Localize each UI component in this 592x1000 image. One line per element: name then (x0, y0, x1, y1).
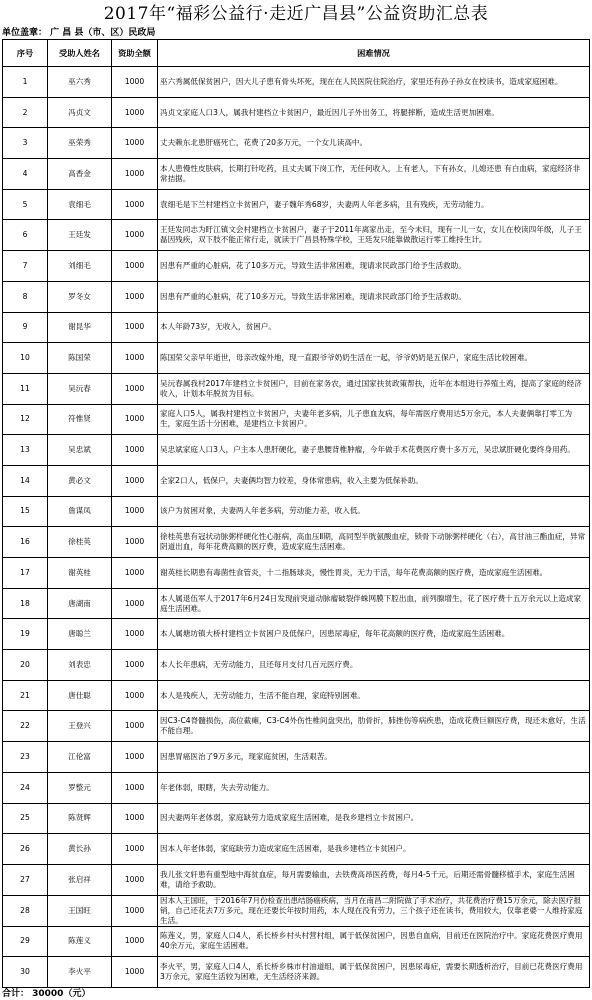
recipient-name: 巫荣秀 (48, 128, 112, 159)
recipient-name: 陈贤辉 (48, 803, 112, 834)
aid-amount: 1000 (112, 527, 158, 558)
aid-amount: 1000 (112, 558, 158, 589)
recipient-name: 唐聪兰 (48, 619, 112, 650)
recipient-name: 张启祥 (48, 864, 112, 895)
header-amount: 资助全额 (112, 40, 158, 67)
table-row (3, 680, 590, 711)
table-row (3, 220, 590, 251)
aid-amount: 1000 (112, 435, 158, 466)
hardship-description: 家庭人口5人，属我村建档立卡贫困户，夫妻年老多病，儿子患血友病，每年需医疗费用达5万余元，本人夫妻俩靠打零工为生，家庭生活十分困难，是建档立卡贫困户。 (158, 404, 590, 435)
recipient-name: 高香金 (48, 159, 112, 190)
hardship-description: 冯贞文家庭人口3人，属我村建档立卡贫困户，最近因儿子外出务工，将腿摔断，造成生活更加困难。 (158, 97, 590, 128)
hardship-description: 吴忠斌家庭人口3人，户主本人患肝硬化，妻子患腰背椎肿瘤，今年做手术花费医疗费十多万元，吴忠斌肝硬化要终身用药。 (158, 435, 590, 466)
table-row (3, 465, 590, 496)
table-row (3, 742, 590, 773)
table-row (3, 97, 590, 128)
recipient-name: 唐湖南 (48, 588, 112, 619)
table-row (3, 711, 590, 742)
row-number: 13 (3, 435, 48, 466)
hardship-description: 年老体弱，眼瞎，失去劳动能力。 (158, 772, 590, 803)
aid-amount: 1000 (112, 588, 158, 619)
recipient-name: 袁细毛 (48, 189, 112, 220)
row-number: 22 (3, 711, 48, 742)
aid-amount: 1000 (112, 895, 158, 926)
row-number: 26 (3, 834, 48, 865)
table-row (3, 128, 590, 159)
recipient-name: 李火平 (48, 957, 112, 988)
aid-amount: 1000 (112, 742, 158, 773)
hardship-description: 我儿张文轩患有重型地中海贫血症，每月需要输血，去铁费高昂医药费，每月4-5千元，后期还需骨髓移植手术，家庭生活困难，请给予救助。 (158, 864, 590, 895)
row-number: 5 (3, 189, 48, 220)
hardship-description: 吴沅春属我村2017年建档立卡贫困户，目前在家务农，通过国家扶贫政策帮扶，近年在本组进行养殖土鸡，提高了家庭的经济收入，计划本年脱贫为目标。 (158, 373, 590, 404)
table-row (3, 619, 590, 650)
recipient-name: 陈国荣 (48, 343, 112, 374)
row-number: 18 (3, 588, 48, 619)
row-number: 24 (3, 772, 48, 803)
row-number: 28 (3, 895, 48, 926)
table-row (3, 189, 590, 220)
row-number: 19 (3, 619, 48, 650)
recipient-name: 唐仕聪 (48, 680, 112, 711)
aid-amount: 1000 (112, 465, 158, 496)
header-no: 序号 (3, 40, 48, 67)
hardship-description: 因患胃癌医治了9万多元，现家庭贫困，生活艰苦。 (158, 742, 590, 773)
hardship-description: 因C3-C4脊髓损伤，高位截瘫，C3-C4外伤性椎间盘突出，肋骨折，肺挫伤等病疾患，造成花费巨额医疗费，现还未愈好，生活不能自理。 (158, 711, 590, 742)
hardship-description: 袁细毛是下兰村建档立卡贫困户，妻子魏年秀68岁，夫妻两人年老多病，且有残疾，无劳动能力。 (158, 189, 590, 220)
table-row (3, 834, 590, 865)
aid-amount: 1000 (112, 619, 158, 650)
row-number: 9 (3, 312, 48, 343)
table-row (3, 588, 590, 619)
aid-amount: 1000 (112, 128, 158, 159)
hardship-description: 本人属退伍军人于2017年6月24日发现前突道动脉瘤破裂伴蛛网膜下腔出血，前列腺增生，花了医疗费十五万余元以上造成家庭生活困难。 (158, 588, 590, 619)
recipient-name: 黄必文 (48, 465, 112, 496)
row-number: 27 (3, 864, 48, 895)
hardship-description: 本人属塘坊镇大桥村建档立卡贫困户及低保户，因患尿毒症，每年花高额的医疗费，造成家庭生活困难。 (158, 619, 590, 650)
aid-amount: 1000 (112, 834, 158, 865)
table-row (3, 803, 590, 834)
hardship-description: 因夫妻两年老体弱，家庭缺劳力造成家庭生活困难，是我乡建档立卡贫困户。 (158, 803, 590, 834)
row-number: 23 (3, 742, 48, 773)
recipient-name: 江伦富 (48, 742, 112, 773)
recipient-name: 王登兴 (48, 711, 112, 742)
aid-amount: 1000 (112, 926, 158, 957)
table-row (3, 772, 590, 803)
table-row (3, 281, 590, 312)
table-row (3, 527, 590, 558)
recipient-name: 罗整元 (48, 772, 112, 803)
recipient-name: 符惟贤 (48, 404, 112, 435)
aid-amount: 1000 (112, 650, 158, 681)
row-number: 25 (3, 803, 48, 834)
aid-amount: 1000 (112, 159, 158, 190)
recipient-name: 陈莲义 (48, 926, 112, 957)
aid-amount: 1000 (112, 251, 158, 282)
aid-amount: 1000 (112, 343, 158, 374)
table-header-row (3, 40, 590, 67)
hardship-description: 巫六秀属低保贫困户，因大儿子患有骨头坏死，现在在人民医院住院治疗，家里还有孙子孙女在校读书，造成家庭困难。 (158, 67, 590, 98)
recipient-name: 吴沅春 (48, 373, 112, 404)
recipient-name: 黄长孙 (48, 834, 112, 865)
recipient-name: 徐桂英 (48, 527, 112, 558)
table-row (3, 864, 590, 895)
hardship-description: 丈夫赖东北患肝癌死亡，花费了20多万元，一个女儿读高中。 (158, 128, 590, 159)
aid-amount: 1000 (112, 680, 158, 711)
row-number: 30 (3, 957, 48, 988)
row-number: 3 (3, 128, 48, 159)
table-row (3, 159, 590, 190)
aid-amount: 1000 (112, 220, 158, 251)
table-row (3, 312, 590, 343)
row-number: 20 (3, 650, 48, 681)
table-row (3, 373, 590, 404)
table-row (3, 251, 590, 282)
row-number: 6 (3, 220, 48, 251)
recipient-name: 吴忠斌 (48, 435, 112, 466)
table-body (3, 67, 590, 988)
recipient-name: 谢昆华 (48, 312, 112, 343)
hardship-description: 因本人年老体弱，家庭缺劳力造成家庭生活困难，是我乡建档立卡贫困户。 (158, 834, 590, 865)
header-hardship: 困难情况 (158, 40, 590, 67)
table-row (3, 496, 590, 527)
recipient-name: 王廷发 (48, 220, 112, 251)
row-number: 10 (3, 343, 48, 374)
hardship-description: 谢英桂长期患有毒菌性食管炎，十二指肠球炎，慢性胃炎，无力干活，每年花费高额的医疗费，造成家庭生活困难。 (158, 558, 590, 589)
table-row (3, 558, 590, 589)
aid-amount: 1000 (112, 373, 158, 404)
hardship-description: 本人患慢性皮肤病，长期打针吃药，且丈夫属下岗工作，无任何收入，上有老人，下有孙女，儿媳还患 有白血病，家庭经济非常拮据。 (158, 159, 590, 190)
aid-amount: 1000 (112, 189, 158, 220)
aid-amount: 1000 (112, 803, 158, 834)
hardship-description: 因患有严重的心脏病，花了10多万元，导致生活非常困难，现请求民政部门给予生活救助。 (158, 281, 590, 312)
hardship-description: 该户为贫困对象，夫妻两人年老多病，劳动能力差，收入低。 (158, 496, 590, 527)
row-number: 8 (3, 281, 48, 312)
hardship-description: 因本人王国旺，于2016年7月份检查出患结肠癌疾病，当月在南昌二附院做了手术治疗，共花费治疗费15万余元，除去医疗报销，自己还花去7万多元，现在还要长年按时用药，本人现在没有劳力，三个孩子还在读书，费用较大，仅靠老婆一人维持家庭生活。 (158, 895, 590, 926)
recipient-name: 王国旺 (48, 895, 112, 926)
hardship-description: 徐桂英患有冠状动脉粥样硬化性心脏病，高血压Ⅱ期，高同型半胱氨酸血症，锁骨下动脉粥样硬化（右），高甘油三酯血症，异常阴道出血，每年花费高额的医疗费，造成家庭生活困难。 (158, 527, 590, 558)
row-number: 12 (3, 404, 48, 435)
row-number: 29 (3, 926, 48, 957)
row-number: 16 (3, 527, 48, 558)
aid-amount: 1000 (112, 312, 158, 343)
aid-amount: 1000 (112, 772, 158, 803)
table-row (3, 343, 590, 374)
table-row (3, 67, 590, 98)
hardship-description: 本人长年患病，无劳动能力，且还每月支付几百元医疗费。 (158, 650, 590, 681)
recipient-name: 巫六秀 (48, 67, 112, 98)
table-row (3, 957, 590, 988)
row-number: 21 (3, 680, 48, 711)
aid-amount: 1000 (112, 281, 158, 312)
row-number: 14 (3, 465, 48, 496)
hardship-description: 陈国荣父亲早年逝世，母亲改嫁外地，现一直跟爷爷奶奶生活在一起，爷爷奶奶是五保户，家庭生活比较困难。 (158, 343, 590, 374)
row-number: 4 (3, 159, 48, 190)
page-title: 2017年“福彩公益行·走近广昌县”公益资助汇总表 (103, 4, 489, 24)
row-number: 1 (3, 67, 48, 98)
recipient-name: 刘表忠 (48, 650, 112, 681)
recipient-name: 冯贞文 (48, 97, 112, 128)
aid-amount: 1000 (112, 957, 158, 988)
table-row (3, 895, 590, 926)
aid-amount: 1000 (112, 864, 158, 895)
aid-amount: 1000 (112, 404, 158, 435)
hardship-description: 陈莲义，男，家庭人口4人，系长桥乡村头村营村组，属于低保贫困户，因患自血病，目前还在医院治疗中。家庭花费医疗费用40余万元，家庭生活困难。 (158, 926, 590, 957)
hardship-description: 本人年龄73岁，无收入，贫困户。 (158, 312, 590, 343)
recipient-name: 刘细毛 (48, 251, 112, 282)
hardship-description: 因患有严重的心脏病，花了10多万元，导致生活非常困难，现请求民政部门给予生活救助。 (158, 251, 590, 282)
table-row (3, 435, 590, 466)
table-row (3, 404, 590, 435)
row-number: 17 (3, 558, 48, 589)
aid-amount: 1000 (112, 67, 158, 98)
table-row (3, 650, 590, 681)
total-amount: 合计： 30000（元） (2, 989, 91, 999)
unit-stamp-line: 单位盖章： 广 昌 县（市、区）民政局 (2, 28, 156, 38)
aid-amount: 1000 (112, 711, 158, 742)
recipient-name: 詹谋凤 (48, 496, 112, 527)
hardship-description: 全家2口人，低保户，夫妻俩均智力较差，身体常患病，收入主要为低保补助。 (158, 465, 590, 496)
table-row (3, 926, 590, 957)
hardship-description: 王廷发同志为盱江镇文会村建档立卡贫困户，妻子于2011年离家出走，至今未归，现有一儿一女，女儿在校读四年级，儿子王磊因残疾，双下肢不能正常行走，就读于广昌县特殊学校，王廷发只能靠做散运行零工维持生计。 (158, 220, 590, 251)
row-number: 2 (3, 97, 48, 128)
aid-amount: 1000 (112, 496, 158, 527)
row-number: 7 (3, 251, 48, 282)
aid-summary-table (2, 39, 590, 988)
header-name: 受助人姓名 (48, 40, 112, 67)
recipient-name: 谢英桂 (48, 558, 112, 589)
recipient-name: 罗冬女 (48, 281, 112, 312)
row-number: 11 (3, 373, 48, 404)
row-number: 15 (3, 496, 48, 527)
hardship-description: 李火平，男，家庭人口4人，系长桥乡株市村油道组，属于低保贫困户，因患尿毒症，需要长期透析治疗，目前已花费医疗费用3万余元，家庭生活较为困难，无生活经济来源。 (158, 957, 590, 988)
hardship-description: 本人是残疾人，无劳动能力，生活不能自理，家庭特别困难。 (158, 680, 590, 711)
aid-amount: 1000 (112, 97, 158, 128)
